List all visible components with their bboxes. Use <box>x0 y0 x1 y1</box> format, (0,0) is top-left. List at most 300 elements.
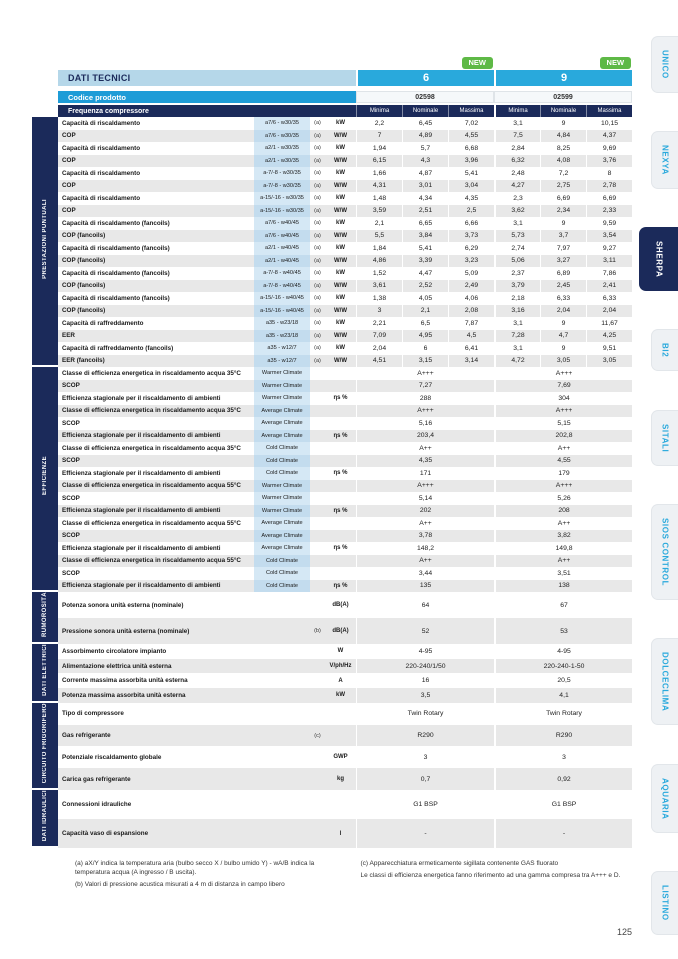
row-value: 149,8 <box>494 542 632 555</box>
row-value: 4,27 <box>494 180 540 193</box>
row-unit: ηs % <box>333 432 348 439</box>
row-label: Potenziale riscaldamento globale <box>62 753 162 761</box>
row-value: 2,33 <box>586 205 632 218</box>
row-value: 7,28 <box>494 330 540 343</box>
table-body <box>32 117 632 848</box>
row-value: 2,34 <box>540 205 586 218</box>
row-unit <box>325 517 356 530</box>
row-value: 6,15 <box>356 155 402 168</box>
model-header-6 <box>356 58 494 86</box>
row-note <box>310 688 325 703</box>
value-header: Massima <box>586 105 632 117</box>
row-value: 135 <box>356 580 494 593</box>
table-row <box>32 280 632 293</box>
row-condition: Average Climate <box>254 517 310 530</box>
section-label <box>32 117 58 367</box>
row-value: 2,51 <box>402 205 448 218</box>
row-value: 6,69 <box>540 192 586 205</box>
footnotes <box>32 860 632 892</box>
row-condition: Cold Climate <box>254 555 310 568</box>
value-header: Minima <box>494 105 540 117</box>
row-unit: ηs % <box>333 507 348 514</box>
row-condition: Cold Climate <box>254 580 310 593</box>
row-label: Connessioni idrauliche <box>62 801 132 809</box>
row-unit: GWP <box>333 754 348 761</box>
row-note <box>310 417 325 430</box>
row-label: Capacità di riscaldamento <box>62 169 141 177</box>
row-value: 3,79 <box>494 280 540 293</box>
title-row <box>32 70 632 86</box>
row-unit: kW <box>336 195 345 202</box>
row-value: 3,16 <box>494 305 540 318</box>
row-value: 4,34 <box>402 192 448 205</box>
row-value: 6,65 <box>402 217 448 230</box>
model-number: 9 <box>560 72 568 84</box>
row-unit: kg <box>336 776 344 783</box>
row-value: 0,92 <box>494 768 632 790</box>
section-label-text: EFFICIENZE <box>42 456 48 496</box>
page-title: DATI TECNICI <box>58 70 356 86</box>
row-value: 7 <box>356 130 402 143</box>
row-unit: kW <box>336 145 345 152</box>
sidebar-tab-listino[interactable] <box>651 871 678 935</box>
table-row <box>32 725 632 747</box>
row-value: 6 <box>402 342 448 355</box>
row-value: 4,47 <box>402 267 448 280</box>
row-unit: kW <box>336 120 345 127</box>
row-value: 4,95 <box>402 330 448 343</box>
row-note <box>310 768 325 790</box>
row-value: 4,35 <box>356 455 494 468</box>
row-unit: W/W <box>334 207 347 214</box>
row-note <box>310 367 325 380</box>
row-value: 4,55 <box>494 455 632 468</box>
row-value: 6,45 <box>402 117 448 130</box>
row-value: 4,06 <box>448 292 494 305</box>
row-value: 0,7 <box>356 768 494 790</box>
row-value: 3,7 <box>540 230 586 243</box>
row-label: Tipo di compressore <box>62 710 124 718</box>
table-row <box>32 592 632 618</box>
row-value: 2,08 <box>448 305 494 318</box>
row-label: Efficienza stagionale per il riscaldamento di ambienti <box>62 432 221 440</box>
row-note <box>310 703 325 725</box>
footnotes-left <box>75 860 347 892</box>
row-value: 4,51 <box>356 355 402 368</box>
row-value: 3,5 <box>356 688 494 703</box>
footnote-c: (c) Apparecchiatura ermeticamente sigillata contenente GAS fluorato <box>360 860 559 868</box>
table-row <box>32 155 632 168</box>
row-condition <box>254 644 310 659</box>
row-value: 9,51 <box>586 342 632 355</box>
section-label-text: DATI ELETTRICI <box>42 644 48 696</box>
row-condition: Warmer Climate <box>254 367 310 380</box>
row-value: 4,89 <box>402 130 448 143</box>
row-condition: a2/1 - w40/45 <box>254 242 310 255</box>
row-note <box>310 442 325 455</box>
row-unit: kW <box>336 320 345 327</box>
row-value: 3,05 <box>586 355 632 368</box>
row-value: R290 <box>494 725 632 747</box>
table-row <box>32 167 632 180</box>
row-condition: a7/6 - w40/45 <box>254 230 310 243</box>
value-header: Massima <box>448 105 494 117</box>
row-note: (a) <box>314 120 321 127</box>
row-label: Efficienza stagionale per il riscaldamento di ambienti <box>62 544 221 552</box>
row-note: (b) <box>314 628 321 634</box>
row-condition: Average Climate <box>254 430 310 443</box>
footnote-b: (b) Valori di pressione acustica misurati a 4 m di distanza in campo libero <box>75 880 285 888</box>
section-label <box>32 644 58 703</box>
sidebar-tab-aquaria[interactable] <box>651 764 678 834</box>
row-condition <box>254 819 310 848</box>
row-note: (a) <box>314 345 321 352</box>
row-unit: W/W <box>334 132 347 139</box>
row-condition <box>254 725 310 747</box>
row-value: A++ <box>494 517 632 530</box>
row-condition: Warmer Climate <box>254 392 310 405</box>
row-condition: Warmer Climate <box>254 492 310 505</box>
sidebar-tab-label: UNICO <box>660 50 670 79</box>
row-value: 3,59 <box>356 205 402 218</box>
row-label: COP <box>62 132 76 140</box>
row-value: R290 <box>356 725 494 747</box>
table-row <box>32 555 632 568</box>
sidebar-tab-label: SHERPA <box>654 240 664 278</box>
row-value: A++ <box>494 555 632 568</box>
row-value: 4,35 <box>448 192 494 205</box>
header-blank <box>32 70 58 86</box>
row-unit: ηs % <box>333 545 348 552</box>
value-header: Minima <box>356 105 402 117</box>
row-condition <box>254 703 310 725</box>
codice-prodotto-label: Codice prodotto <box>58 91 356 103</box>
row-value: A+++ <box>494 405 632 418</box>
sidebar-tab-bi2[interactable] <box>651 329 678 371</box>
row-note: (a) <box>314 332 321 339</box>
sidebar-tab-label: DOLCECLIMA <box>660 652 670 712</box>
row-note <box>310 580 325 593</box>
row-label: Assorbimento circolatore impianto <box>62 647 167 655</box>
table-row <box>32 367 632 380</box>
model-number: 6 <box>422 72 430 84</box>
row-value: 4,37 <box>586 130 632 143</box>
row-unit: W/W <box>334 307 347 314</box>
row-value: 3 <box>356 305 402 318</box>
row-label: EER (fancoils) <box>62 357 105 365</box>
row-value: 1,94 <box>356 142 402 155</box>
row-label: Efficienza stagionale per il riscaldamento di ambienti <box>62 582 221 590</box>
row-note: (a) <box>314 270 321 277</box>
row-label: COP (fancoils) <box>62 257 106 265</box>
row-value: 9,59 <box>586 217 632 230</box>
row-value: 3,1 <box>494 217 540 230</box>
row-value: G1 BSP <box>356 790 494 819</box>
row-unit: W/W <box>334 332 347 339</box>
row-condition: a2/1 - w40/45 <box>254 255 310 268</box>
row-unit: kW <box>336 245 345 252</box>
row-note <box>310 592 325 618</box>
row-note <box>310 505 325 518</box>
row-note: (a) <box>314 357 321 364</box>
row-condition <box>254 746 310 768</box>
row-unit: kW <box>336 295 345 302</box>
row-label: Efficienza stagionale per il riscaldamento di ambienti <box>62 507 221 515</box>
row-value: 16 <box>356 673 494 688</box>
table-row <box>32 142 632 155</box>
row-value: 2,37 <box>494 267 540 280</box>
row-condition: Average Climate <box>254 417 310 430</box>
row-value: 179 <box>494 467 632 480</box>
row-value: 7,5 <box>494 130 540 143</box>
row-value: 3,01 <box>402 180 448 193</box>
row-note: (a) <box>314 182 321 189</box>
table-row <box>32 330 632 343</box>
table-row <box>32 430 632 443</box>
row-value: A++ <box>494 442 632 455</box>
sidebar-tab-sherpa[interactable] <box>639 227 678 291</box>
row-unit: ηs % <box>333 395 348 402</box>
row-value: 2,41 <box>586 280 632 293</box>
row-condition: a7/6 - w30/35 <box>254 117 310 130</box>
sidebar-tab-sios-control[interactable] <box>651 504 678 600</box>
row-value: 67 <box>494 592 632 618</box>
row-value: 64 <box>356 592 494 618</box>
table-row <box>32 305 632 318</box>
sidebar-tab-label: NEXYA <box>660 144 670 175</box>
row-unit: ηs % <box>333 582 348 589</box>
row-value: 6,5 <box>402 317 448 330</box>
row-note <box>310 517 325 530</box>
row-note <box>310 455 325 468</box>
row-note: (a) <box>314 220 321 227</box>
row-value: 7,09 <box>356 330 402 343</box>
row-value: 20,5 <box>494 673 632 688</box>
row-value: 6,32 <box>494 155 540 168</box>
row-note <box>310 530 325 543</box>
row-unit: W <box>337 648 344 655</box>
row-value: 3 <box>356 746 494 768</box>
table-row <box>32 480 632 493</box>
row-unit <box>325 703 356 725</box>
row-label: Classe di efficienza energetica in riscaldamento acqua 35°C <box>62 444 241 452</box>
table-row <box>32 205 632 218</box>
row-condition: a7/6 - w40/45 <box>254 217 310 230</box>
row-value: 2,04 <box>356 342 402 355</box>
row-value: 7,2 <box>540 167 586 180</box>
row-value: 4,87 <box>402 167 448 180</box>
row-value: 2,3 <box>494 192 540 205</box>
table-row <box>32 342 632 355</box>
row-value: Twin Rotary <box>494 703 632 725</box>
row-value: 3,1 <box>494 317 540 330</box>
row-label: Potenza sonora unità esterna (nominale) <box>62 601 184 609</box>
row-value: 3,82 <box>494 530 632 543</box>
row-label: COP <box>62 157 76 165</box>
row-value: A+++ <box>494 367 632 380</box>
row-label: Capacità di raffreddamento <box>62 319 144 327</box>
section-label-text: RUMOROSITÀ <box>42 592 48 637</box>
row-condition <box>254 592 310 618</box>
sidebar-tab-dolceclima[interactable] <box>651 638 678 725</box>
table-row <box>32 467 632 480</box>
row-value: 3,62 <box>494 205 540 218</box>
table-row <box>32 405 632 418</box>
row-unit: kW <box>336 692 345 699</box>
section-label <box>32 790 58 848</box>
row-condition: a-15/-16 - w30/35 <box>254 192 310 205</box>
table-row <box>32 242 632 255</box>
row-note: (a) <box>314 170 321 177</box>
table-row <box>32 688 632 703</box>
row-condition: Cold Climate <box>254 455 310 468</box>
row-value: 2,78 <box>586 180 632 193</box>
row-label: Gas refrigerante <box>62 732 111 740</box>
table-row <box>32 117 632 130</box>
row-note <box>310 480 325 493</box>
row-note: (a) <box>314 207 321 214</box>
table-row <box>32 217 632 230</box>
row-value: A++ <box>356 517 494 530</box>
row-condition: a-7/-8 - w30/35 <box>254 167 310 180</box>
row-label: EER <box>62 332 75 340</box>
row-value: - <box>356 819 494 848</box>
table-row <box>32 380 632 393</box>
row-note: (a) <box>314 195 321 202</box>
row-value: 304 <box>494 392 632 405</box>
row-value: 9,27 <box>586 242 632 255</box>
row-condition <box>254 768 310 790</box>
sidebar-tab-label: AQUARIA <box>660 777 670 820</box>
row-value: 53 <box>494 618 632 644</box>
row-condition <box>254 673 310 688</box>
row-value: 1,66 <box>356 167 402 180</box>
row-value: A+++ <box>356 480 494 493</box>
table-row <box>32 530 632 543</box>
new-badge: NEW <box>600 57 632 69</box>
row-unit: W/W <box>334 357 347 364</box>
row-note <box>310 430 325 443</box>
section-label-text: DATI IDRAULICI <box>42 790 48 842</box>
row-value: 6,66 <box>448 217 494 230</box>
row-label: SCOP <box>62 457 80 465</box>
row-label: COP <box>62 182 76 190</box>
row-value: 5,15 <box>494 417 632 430</box>
row-label: Alimentazione elettrica unità esterna <box>62 662 172 670</box>
row-condition: Cold Climate <box>254 567 310 580</box>
row-label: Pressione sonora unità esterna (nominale) <box>62 627 190 635</box>
row-value: 2,04 <box>586 305 632 318</box>
row-note <box>310 392 325 405</box>
row-value: 2,5 <box>448 205 494 218</box>
table-row <box>32 417 632 430</box>
row-unit <box>325 480 356 493</box>
header-blank <box>32 91 58 103</box>
table-row <box>32 790 632 819</box>
header-blank <box>32 105 58 117</box>
row-label: COP <box>62 207 76 215</box>
row-value: 2,84 <box>494 142 540 155</box>
row-label: Classe di efficienza energetica in riscaldamento acqua 35°C <box>62 407 241 415</box>
row-label: SCOP <box>62 569 80 577</box>
table-row <box>32 659 632 674</box>
row-value: A+++ <box>356 367 494 380</box>
row-value: 7,27 <box>356 380 494 393</box>
row-unit <box>325 555 356 568</box>
sidebar-tab-nexya[interactable] <box>651 131 678 189</box>
row-unit <box>325 455 356 468</box>
footnote-efficiency-range: Le classi di efficienza energetica fanno riferimento ad una gamma compresa tra A+++ e D. <box>360 871 621 879</box>
sidebar-tab-label: SITALI <box>660 423 670 452</box>
row-unit: kW <box>336 345 345 352</box>
row-value: 3,1 <box>494 117 540 130</box>
table-row <box>32 618 632 644</box>
sidebar-tab-unico[interactable] <box>651 36 678 93</box>
row-value: 5,16 <box>356 417 494 430</box>
row-condition: Average Climate <box>254 530 310 543</box>
table-header <box>32 58 632 117</box>
row-label: COP (fancoils) <box>62 282 106 290</box>
row-value: 3 <box>494 746 632 768</box>
row-label: Corrente massima assorbita unità esterna <box>62 677 188 685</box>
sidebar-tab-label: SIOS CONTROL <box>660 517 670 587</box>
row-condition: Cold Climate <box>254 442 310 455</box>
row-label: COP (fancoils) <box>62 232 106 240</box>
row-value: 4,72 <box>494 355 540 368</box>
value-header: Nominale <box>540 105 586 117</box>
row-note <box>310 790 325 819</box>
row-condition: Warmer Climate <box>254 480 310 493</box>
row-label: Classe di efficienza energetica in riscaldamento acqua 55°C <box>62 482 241 490</box>
row-unit <box>325 417 356 430</box>
row-value: 202 <box>356 505 494 518</box>
row-value: 7,87 <box>448 317 494 330</box>
row-condition <box>254 790 310 819</box>
row-unit <box>325 530 356 543</box>
row-value: 3,39 <box>402 255 448 268</box>
row-unit <box>325 405 356 418</box>
row-value: 4,86 <box>356 255 402 268</box>
row-value: 9 <box>540 342 586 355</box>
row-value: 9,69 <box>586 142 632 155</box>
section-label <box>32 592 58 644</box>
row-value: 5,73 <box>494 230 540 243</box>
row-value: 4,84 <box>540 130 586 143</box>
codice-row <box>32 91 632 103</box>
row-value: 3,44 <box>356 567 494 580</box>
row-condition: Cold Climate <box>254 467 310 480</box>
sidebar-tab-sitali[interactable] <box>651 410 678 466</box>
table-row <box>32 292 632 305</box>
row-value: 9 <box>540 117 586 130</box>
row-unit <box>325 380 356 393</box>
row-unit: A <box>338 677 343 684</box>
row-unit: dB(A) <box>332 602 349 608</box>
row-value: 220-240-1-50 <box>494 659 632 674</box>
row-value: A++ <box>356 555 494 568</box>
table-row <box>32 505 632 518</box>
row-value: 2,18 <box>494 292 540 305</box>
row-value: 3,84 <box>402 230 448 243</box>
row-label: Capacità di riscaldamento (fancoils) <box>62 219 170 227</box>
row-note: (a) <box>314 307 321 314</box>
row-value: 3,27 <box>540 255 586 268</box>
footnotes-right <box>361 860 633 892</box>
row-unit: W/W <box>334 232 347 239</box>
row-unit: kW <box>336 220 345 227</box>
row-unit: W/W <box>334 182 347 189</box>
frequenza-compressore-label: Frequenza compressore <box>58 105 356 117</box>
